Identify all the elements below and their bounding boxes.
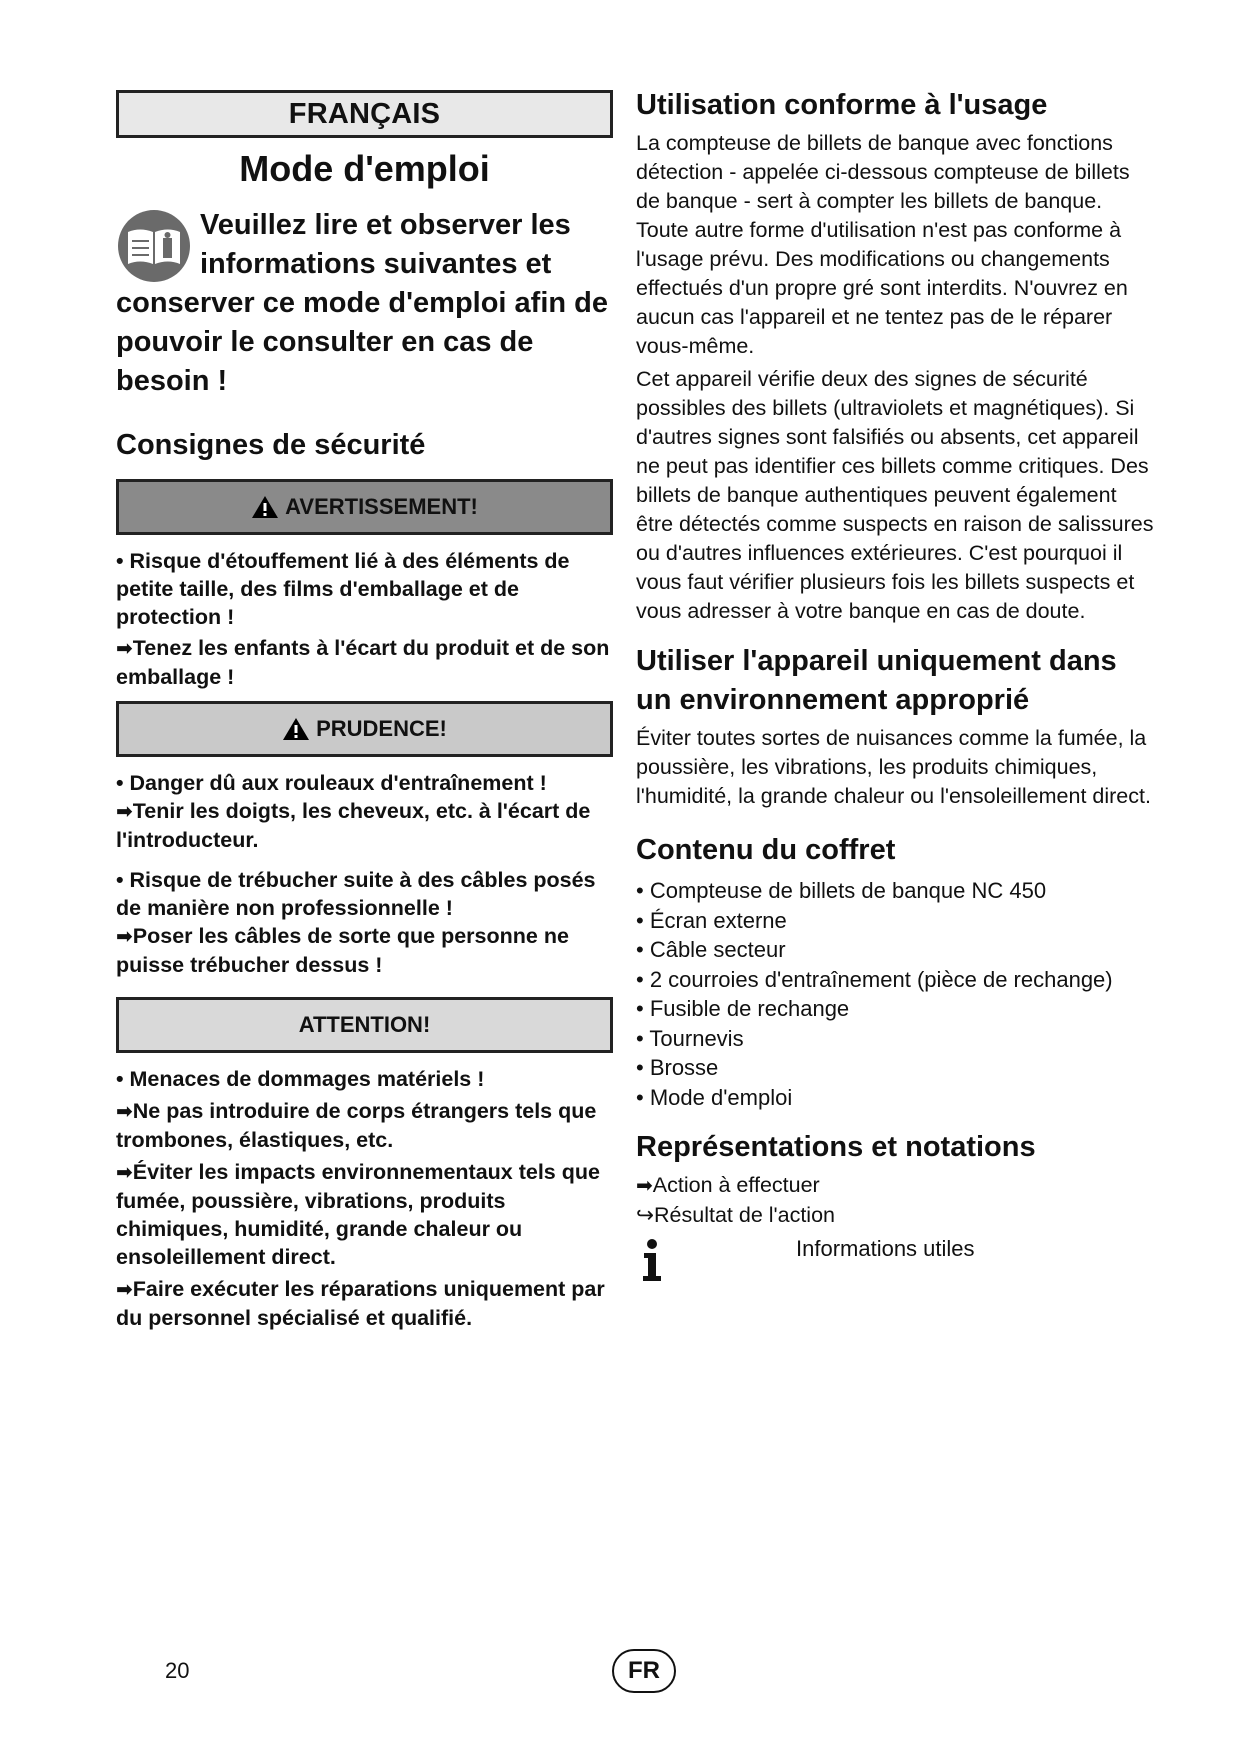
notation-info: Informations utiles bbox=[796, 1236, 975, 1261]
caution-risk-1: • Danger dû aux rouleaux d'entraînement ! bbox=[116, 771, 547, 795]
warning-box bbox=[116, 479, 613, 535]
manual-info-icon bbox=[116, 208, 192, 284]
notation-info-row bbox=[636, 1236, 1156, 1286]
attention-action-1-line bbox=[116, 1097, 613, 1154]
info-icon bbox=[640, 1238, 664, 1282]
list-item: • Câble secteur bbox=[636, 937, 786, 962]
notation-action: Action à effectuer bbox=[652, 1173, 820, 1197]
contents-list bbox=[636, 876, 1156, 1112]
list-item: • Tournevis bbox=[636, 1025, 744, 1051]
attention-box bbox=[116, 997, 613, 1053]
page-number: 20 bbox=[165, 1658, 190, 1683]
usage-paragraph-2: Toute autre forme d'utilisation n'est pas conforme à l'usage prévu. Des modifications ou changements effectués d'un propre gré sont interdits. N'ouvrez en aucun cas l'appareil et ne tentez pas de le réparer vous-même. bbox=[636, 218, 1128, 358]
attention-text bbox=[116, 1065, 613, 1332]
caution-action-1-line bbox=[116, 797, 613, 854]
contents-heading: Contenu du coffret bbox=[636, 834, 896, 866]
arrow-right-icon: ➡ bbox=[116, 1279, 133, 1301]
usage-paragraph-1: La compteuse de billets de banque avec fonctions détection - appelée ci-dessous compteuse de billets de banque - sert à compter les billets de banque. bbox=[636, 131, 1130, 213]
warning-triangle-icon bbox=[282, 717, 310, 741]
list-item: • Écran externe bbox=[636, 907, 787, 933]
notation-result: Résultat de l'action bbox=[654, 1203, 836, 1227]
notation-action-line bbox=[636, 1171, 1156, 1201]
list-item: • 2 courroies d'entraînement (pièce de rechange) bbox=[636, 966, 1113, 992]
safety-heading: Consignes de sécurité bbox=[116, 429, 426, 461]
attention-risk: • Menaces de dommages matériels ! bbox=[116, 1067, 485, 1091]
left-column bbox=[116, 90, 613, 1332]
right-column bbox=[636, 86, 1156, 1286]
page-title: Mode d'emploi bbox=[239, 148, 490, 189]
notation-result-line bbox=[636, 1201, 1156, 1230]
caution-action-2: Poser les câbles de sorte que personne ne puisse trébucher dessus ! bbox=[116, 924, 569, 977]
warning-triangle-icon bbox=[251, 495, 279, 519]
usage-paragraph-3: Cet appareil vérifie deux des signes de sécurité possibles des billets (ultraviolets et magnétiques). Si d'autres signes sont falsifiés ou absents, cet appareil ne peut pas identifier ces billets comme critiques. Des billets de banque authentiques peuvent également être détectés comme suspects en raison de salissures ou d'autres influences extérieures. C'est pourquoi il vous faut vérifier plusieurs fois les billets suspects et vous adresser à votre banque en cas de doute. bbox=[636, 367, 1154, 623]
attention-action-3: Faire exécuter les réparations uniquement par du personnel spécialisé et qualifié. bbox=[116, 1277, 605, 1330]
caution-text bbox=[116, 769, 613, 979]
language-bar bbox=[116, 90, 613, 138]
language-code: FR bbox=[628, 1657, 660, 1684]
arrow-right-icon: ➡ bbox=[116, 638, 133, 660]
intro-text-first: Veuillez lire et observer les informations suivantes et bbox=[200, 209, 571, 280]
list-item: • Compteuse de billets de banque NC 450 bbox=[636, 878, 1047, 903]
caution-action-2-line bbox=[116, 922, 613, 979]
warning-label: AVERTISSEMENT! bbox=[285, 494, 478, 519]
list-item: • Fusible de rechange bbox=[636, 996, 850, 1021]
result-arrow-icon: ↪ bbox=[636, 1203, 655, 1227]
notations-heading: Représentations et notations bbox=[636, 1131, 1036, 1163]
list-item: • Brosse bbox=[636, 1055, 719, 1080]
warning-action: Tenez les enfants à l'écart du produit et de son emballage ! bbox=[116, 636, 610, 689]
arrow-right-icon: ➡ bbox=[636, 1175, 653, 1197]
arrow-right-icon: ➡ bbox=[116, 801, 133, 823]
intro-text-rest: conserver ce mode d'emploi afin de pouvoir le consulter en cas de besoin ! bbox=[116, 287, 608, 397]
language-code-badge bbox=[612, 1649, 676, 1693]
environment-text: Éviter toutes sortes de nuisances comme la fumée, la poussière, les vibrations, les produits chimiques, l'humidité, la grande chaleur ou l'ensoleillement direct. bbox=[636, 726, 1151, 808]
caution-action-1: Tenir les doigts, les cheveux, etc. à l'écart de l'introducteur. bbox=[116, 799, 591, 852]
attention-label: ATTENTION! bbox=[298, 1012, 431, 1037]
environment-heading: Utiliser l'appareil uniquement dans un environnement approprié bbox=[636, 645, 1117, 716]
arrow-right-icon: ➡ bbox=[116, 1101, 133, 1123]
usage-heading: Utilisation conforme à l'usage bbox=[636, 89, 1048, 121]
usage-text bbox=[636, 129, 1156, 626]
attention-action-3-line bbox=[116, 1275, 613, 1332]
caution-risk-2: • Risque de trébucher suite à des câbles posés de manière non professionnelle ! bbox=[116, 868, 596, 920]
list-item: • Mode d'emploi bbox=[636, 1084, 793, 1110]
warning-risk: • Risque d'étouffement lié à des éléments de petite taille, des films d'emballage et de protection ! bbox=[116, 549, 570, 629]
notations-list bbox=[636, 1171, 1156, 1230]
attention-action-1: Ne pas introduire de corps étrangers tels que trombones, élastiques, etc. bbox=[116, 1099, 597, 1152]
attention-action-2-line bbox=[116, 1158, 613, 1271]
warning-text bbox=[116, 547, 613, 691]
arrow-right-icon: ➡ bbox=[116, 926, 133, 948]
warning-action-line bbox=[116, 634, 613, 691]
arrow-right-icon: ➡ bbox=[116, 1162, 133, 1184]
language-label: FRANÇAIS bbox=[288, 97, 441, 130]
caution-label: PRUDENCE! bbox=[316, 716, 447, 741]
intro-notice bbox=[116, 206, 613, 401]
attention-action-2: Éviter les impacts environnementaux tels que fumée, poussière, vibrations, produits chimiques, humidité, grande chaleur ou ensoleillement direct. bbox=[116, 1160, 600, 1269]
caution-box bbox=[116, 701, 613, 757]
